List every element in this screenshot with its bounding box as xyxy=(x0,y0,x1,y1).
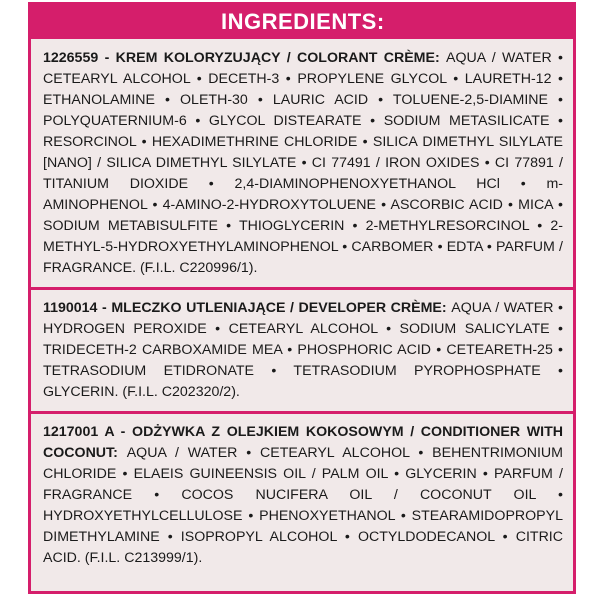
conditioner-heading: 1217001 A - ODŻYWKA Z OLEJKIEM KOKOSOWYM / CONDITIONER WITH COCONUT: xyxy=(43,424,563,461)
conditioner-section xyxy=(31,414,573,577)
colorant-creme-heading: 1226559 - KREM KOLORYZUJĄCY / COLORANT CRÈME: xyxy=(43,50,447,66)
ingredients-header: INGREDIENTS: xyxy=(31,5,573,39)
ingredients-panel xyxy=(28,2,576,594)
developer-creme-ingredients: AQUA / WATER • HYDROGEN PEROXIDE • CETEARYL ALCOHOL • SODIUM SALICYLATE • TRIDECETH-2 CARBOXAMIDE MEA • PHOSPHORIC ACID • CETEARETH-25 • TETRASODIUM ETIDRONATE • TETRASODIUM PYROPHOSPHATE • GLYCERIN. (F.I.L. C202320/2). xyxy=(43,300,564,400)
developer-creme-heading: 1190014 - MLECZKO UTLENIAJĄCE / DEVELOPER CRÈME: xyxy=(43,300,452,316)
colorant-creme-ingredients: AQUA / WATER • CETEARYL ALCOHOL • DECETH-3 • PROPYLENE GLYCOL • LAURETH-12 • ETHANOLAMINE • OLETH-30 • LAURIC ACID • TOLUENE-2,5-DIAMINE • POLYQUATERNIUM-6 • GLYCOL DISTEARATE • SODIUM METASILICATE • RESORCINOL • HEXADIMETHRINE CHLORIDE • SILICA DIMETHYL SILYLATE [NANO] / SILICA DIMETHYL SILYLATE • CI 77491 / IRON OXIDES • CI 77891 / TITANIUM DIOXIDE • 2,4-DIAMINOPHENOXYETHANOL HCl • m-AMINOPHENOL • 4-AMINO-2-HYDROXYTOLUENE • ASCORBIC ACID • MICA • SODIUM METABISULFITE • THIOGLYCERIN • 2-METHYLRESORCINOL • 2-METHYL-5-HYDROXYETHYLAMINOPHENOL • CARBOMER • EDTA • PARFUM / FRAGRANCE. (F.I.L. C220996/1). xyxy=(43,50,563,276)
colorant-creme-section xyxy=(31,39,573,287)
developer-creme-section xyxy=(31,290,573,411)
conditioner-ingredients: AQUA / WATER • CETEARYL ALCOHOL • BEHENTRIMONIUM CHLORIDE • ELAEIS GUINEENSIS OIL / PALM OIL • GLYCERIN • PARFUM / FRAGRANCE • COCOS NUCIFERA OIL / COCONUT OIL • HYDROXYETHYLCELLULOSE • PHENOXYETHANOL • STEARAMIDOPROPYL DIMETHYLAMINE • ISOPROPYL ALCOHOL • OCTYLDODECANOL • CITRIC ACID. (F.I.L. C213999/1). xyxy=(43,445,563,566)
